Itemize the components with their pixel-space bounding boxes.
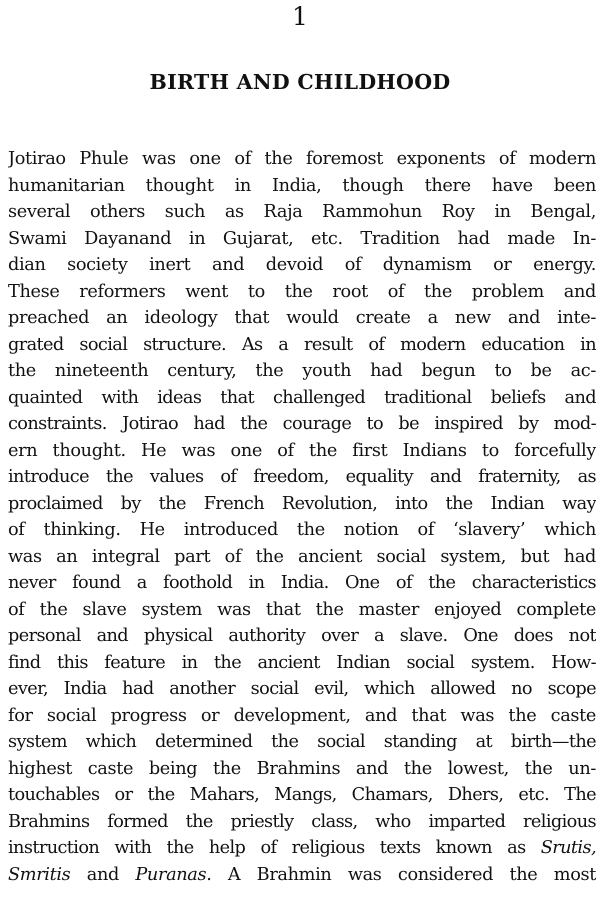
text-line: humanitarian thought in India, though there have been — [8, 175, 596, 196]
text-line: touchables or the Mahars, Mangs, Chamars, Dhers, etc. The — [8, 785, 596, 805]
text-line — [8, 862, 596, 889]
italic-term: Srutis, — [540, 838, 596, 858]
text-line — [8, 835, 596, 862]
text-line: constraints. Jotirao had the courage to be inspired by mod- — [8, 414, 596, 434]
text-line: grated social structure. As a result of modern education in — [8, 334, 596, 355]
text-line: introduce the values of freedom, equality and fraternity, as — [8, 467, 596, 487]
italic-term: Smritis — [8, 864, 71, 885]
text-line: highest caste being the Brahmins and the lowest, the un- — [8, 758, 596, 779]
chapter-title: BIRTH AND CHILDHOOD — [149, 70, 451, 94]
text-line: personal and physical authority over a slave. One does not — [8, 626, 596, 646]
text-line: several others such as Raja Rammohun Roy in Bengal, — [8, 202, 596, 222]
body-paragraph — [8, 146, 596, 888]
text-line: never found a foothold in India. One of the characteristics — [8, 573, 596, 593]
text-line: of the slave system was that the master enjoyed complete — [8, 599, 596, 620]
text-line: ern thought. He was one of the first Indians to forcefully — [8, 440, 596, 461]
text-line: was an integral part of the ancient social system, but had — [8, 546, 596, 567]
text-line: preached an ideology that would create a new and inte- — [8, 308, 596, 328]
text-run: instruction with the help of religious texts known as — [8, 838, 541, 858]
text-line: dian society inert and devoid of dynamism or energy. — [8, 255, 596, 275]
text-line: ever, India had another social evil, which allowed no scope — [8, 679, 596, 699]
text-line: system which determined the social standing at birth—the — [8, 732, 596, 752]
text-line: quainted with ideas that challenged traditional beliefs and — [8, 387, 596, 408]
text-line: find this feature in the ancient Indian social system. How- — [8, 652, 596, 673]
text-line: for social progress or development, and that was the caste — [8, 705, 596, 726]
text-line: proclaimed by the French Revolution, into the Indian way — [8, 493, 596, 514]
text-line: Brahmins formed the priestly class, who imparted religious — [8, 811, 596, 832]
text-line: Jotirao Phule was one of the foremost exponents of modern — [8, 149, 596, 169]
chapter-number: 1 — [292, 2, 308, 31]
text-line: These reformers went to the root of the problem and — [8, 281, 596, 302]
italic-term: Puranas — [135, 864, 207, 885]
text-line: Swami Dayanand in Gujarat, etc. Tradition had made In- — [8, 228, 596, 249]
text-line: the nineteenth century, the youth had begun to be ac- — [8, 361, 596, 381]
text-run: and — [70, 864, 136, 885]
text-line: of thinking. He introduced the notion of ‘slavery’ which — [8, 520, 596, 540]
text-run: . A Brahmin was considered the most — [206, 864, 596, 885]
